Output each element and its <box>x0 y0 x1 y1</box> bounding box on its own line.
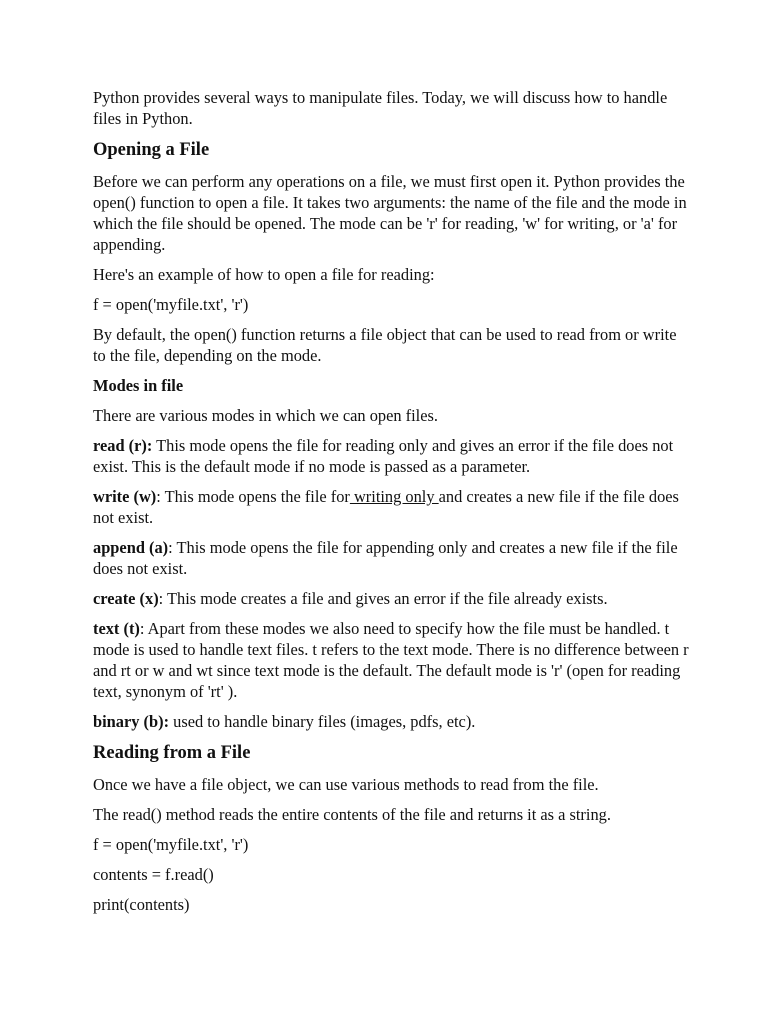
mode-write-text-before: : This mode opens the file for <box>156 487 350 506</box>
reading-paragraph-1: Once we have a file object, we can use various methods to read from the file. <box>93 775 599 794</box>
mode-text-term: text (t) <box>93 619 140 638</box>
modes-heading: Modes in file <box>93 376 184 395</box>
reading-code-line-1: f = open('myfile.txt', 'r') <box>93 835 249 854</box>
opening-file-heading: Opening a File <box>93 140 210 160</box>
mode-binary <box>93 711 693 732</box>
reading-code-line-3: print(contents) <box>93 895 190 914</box>
mode-append-term: append (a) <box>93 538 169 557</box>
mode-read <box>93 435 693 477</box>
mode-read-text: This mode opens the file for reading only and gives an error if the file does not exist. This is the default mode if no mode is passed as a parameter. <box>93 436 674 476</box>
opening-paragraph-2: Here's an example of how to open a file for reading: <box>93 265 435 284</box>
mode-write <box>93 486 693 528</box>
opening-paragraph-1: Before we can perform any operations on a file, we must first open it. Python provides the open() function to open a file. It takes two arguments: the name of the file and the mode in which the file should be opened. The mode can be 'r' for reading, 'w' for writing, or 'a' for appending. <box>93 172 687 254</box>
mode-write-text-after: and creates a new file if the file does not exist. <box>93 487 679 527</box>
mode-binary-term: binary (b): <box>93 712 170 731</box>
document-page <box>93 87 693 924</box>
mode-write-underlined: writing only <box>349 487 439 506</box>
intro-paragraph: Python provides several ways to manipulate files. Today, we will discuss how to handle files in Python. <box>93 88 668 128</box>
reading-paragraph-2: The read() method reads the entire contents of the file and returns it as a string. <box>93 805 611 824</box>
mode-text-text: : Apart from these modes we also need to specify how the file must be handled. t mode is used to handle text files. t refers to the text mode. There is no difference between r and rt or w and wt since text mode is the default. The default mode is 'r' (open for reading text, synonym of 'rt' ). <box>93 619 689 701</box>
mode-append <box>93 537 693 579</box>
mode-read-term: read (r): <box>93 436 153 455</box>
mode-create-text: : This mode creates a file and gives an error if the file already exists. <box>158 589 608 608</box>
mode-binary-text: used to handle binary files (images, pdfs, etc). <box>169 712 476 731</box>
mode-create <box>93 588 693 609</box>
mode-create-term: create (x) <box>93 589 159 608</box>
reading-file-heading: Reading from a File <box>93 743 251 763</box>
mode-append-text: : This mode opens the file for appending only and creates a new file if the file does not exist. <box>93 538 678 578</box>
mode-text <box>93 618 693 702</box>
mode-write-term: write (w) <box>93 487 157 506</box>
reading-code-line-2: contents = f.read() <box>93 865 214 884</box>
modes-intro: There are various modes in which we can open files. <box>93 406 438 425</box>
opening-code-line: f = open('myfile.txt', 'r') <box>93 295 249 314</box>
opening-paragraph-3: By default, the open() function returns a file object that can be used to read from or write to the file, depending on the mode. <box>93 325 677 365</box>
